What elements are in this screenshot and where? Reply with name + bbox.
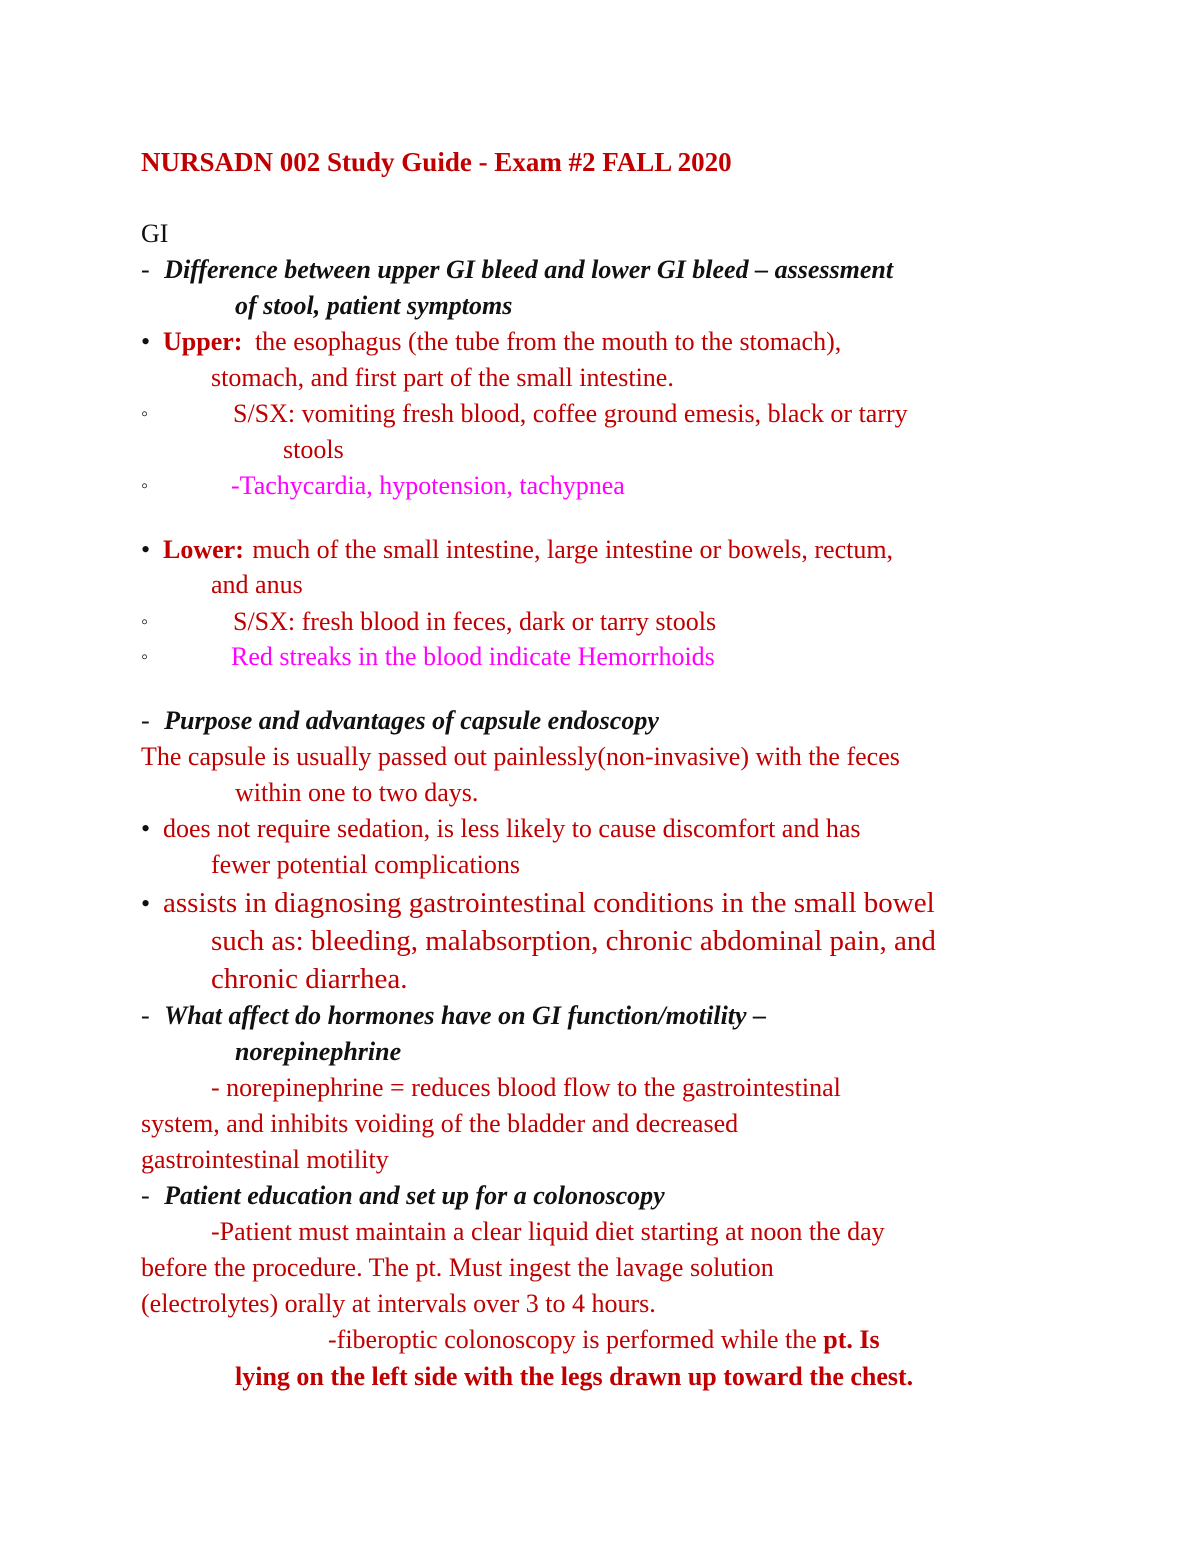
capsule-text-continued: within one to two days. xyxy=(235,778,479,807)
lower-bullet-item xyxy=(141,534,893,566)
capsule-bullet-1 xyxy=(141,813,861,845)
dash-marker: - xyxy=(141,1001,150,1030)
dash-marker: - xyxy=(141,255,150,284)
question-1-text: Difference between upper GI bleed and lower GI bleed – assessment xyxy=(164,255,894,284)
upper-bullet-item xyxy=(141,326,841,358)
capsule-text: The capsule is usually passed out painlessly(non-invasive) with the feces xyxy=(141,742,900,771)
bullet-marker: • xyxy=(141,889,151,918)
capsule-bullet-1-continued: fewer potential complications xyxy=(211,850,521,879)
norepinephrine-text-2: system, and inhibits voiding of the bladder and decreased xyxy=(141,1109,739,1138)
lower-label: Lower: xyxy=(163,535,244,564)
capsule-bullet-2-end: chronic diarrhea. xyxy=(211,963,408,995)
sub-marker: ◦ xyxy=(141,475,149,497)
upper-text-continued: stomach, and first part of the small intestine. xyxy=(211,363,674,392)
capsule-bullet-2 xyxy=(141,885,935,922)
upper-symptoms: S/SX: vomiting fresh blood, coffee ground emesis, black or tarry xyxy=(233,399,908,428)
capsule-bullet-2-text: assists in diagnosing gastrointestinal conditions in the small bowel xyxy=(163,887,935,919)
bullet-marker: • xyxy=(141,327,151,356)
norepinephrine-text: - norepinephrine = reduces blood flow to the gastrointestinal xyxy=(211,1073,841,1102)
lower-text-continued: and anus xyxy=(211,570,303,599)
upper-label: Upper: xyxy=(163,327,243,356)
upper-text: the esophagus (the tube from the mouth to the stomach), xyxy=(254,327,842,356)
question-4-text: Patient education and set up for a colonoscopy xyxy=(164,1181,665,1210)
question-3-text: What affect do hormones have on GI function/motility – xyxy=(164,1001,767,1030)
question-2 xyxy=(141,705,659,737)
bullet-marker: • xyxy=(141,535,151,564)
hemorrhoids-note: Red streaks in the blood indicate Hemorrhoids xyxy=(231,642,715,671)
colonoscopy-text-3: (electrolytes) orally at intervals over 3 to 4 hours. xyxy=(141,1289,656,1318)
colonoscopy-text-5: lying on the left side with the legs drawn up toward the chest. xyxy=(235,1362,914,1391)
question-3 xyxy=(141,1000,766,1032)
colonoscopy-text-2: before the procedure. The pt. Must ingest the lavage solution xyxy=(141,1253,774,1282)
capsule-bullet-1-text: does not require sedation, is less likely to cause discomfort and has xyxy=(163,814,861,843)
colonoscopy-text-4 xyxy=(328,1324,880,1356)
sub-marker: ◦ xyxy=(141,611,149,633)
upper-symptoms-continued: stools xyxy=(283,435,344,464)
dash-marker: - xyxy=(141,1181,150,1210)
norepinephrine-text-3: gastrointestinal motility xyxy=(141,1145,389,1174)
question-2-text: Purpose and advantages of capsule endoscopy xyxy=(164,706,659,735)
bullet-marker: • xyxy=(141,814,151,843)
colonoscopy-text-1: -Patient must maintain a clear liquid diet starting at noon the day xyxy=(211,1217,885,1246)
colonoscopy-position-bold: pt. Is xyxy=(823,1325,880,1354)
upper-vitals: -Tachycardia, hypotension, tachypnea xyxy=(231,471,625,500)
lower-text: much of the small intestine, large intestine or bowels, rectum, xyxy=(252,535,894,564)
question-4 xyxy=(141,1180,665,1212)
dash-marker: - xyxy=(141,706,150,735)
sub-marker: ◦ xyxy=(141,403,149,425)
question-1-continued: of stool, patient symptoms xyxy=(235,291,513,320)
lower-symptoms: S/SX: fresh blood in feces, dark or tarry stools xyxy=(233,607,717,636)
question-1 xyxy=(141,254,893,286)
sub-marker: ◦ xyxy=(141,646,149,668)
page-title: NURSADN 002 Study Guide - Exam #2 FALL 2020 xyxy=(141,147,732,177)
question-3-continued: norepinephrine xyxy=(235,1037,402,1066)
colonoscopy-position-text: -fiberoptic colonoscopy is performed while the xyxy=(328,1325,817,1354)
section-heading: GI xyxy=(141,219,169,248)
capsule-bullet-2-continued: such as: bleeding, malabsorption, chronic abdominal pain, and xyxy=(211,925,936,957)
